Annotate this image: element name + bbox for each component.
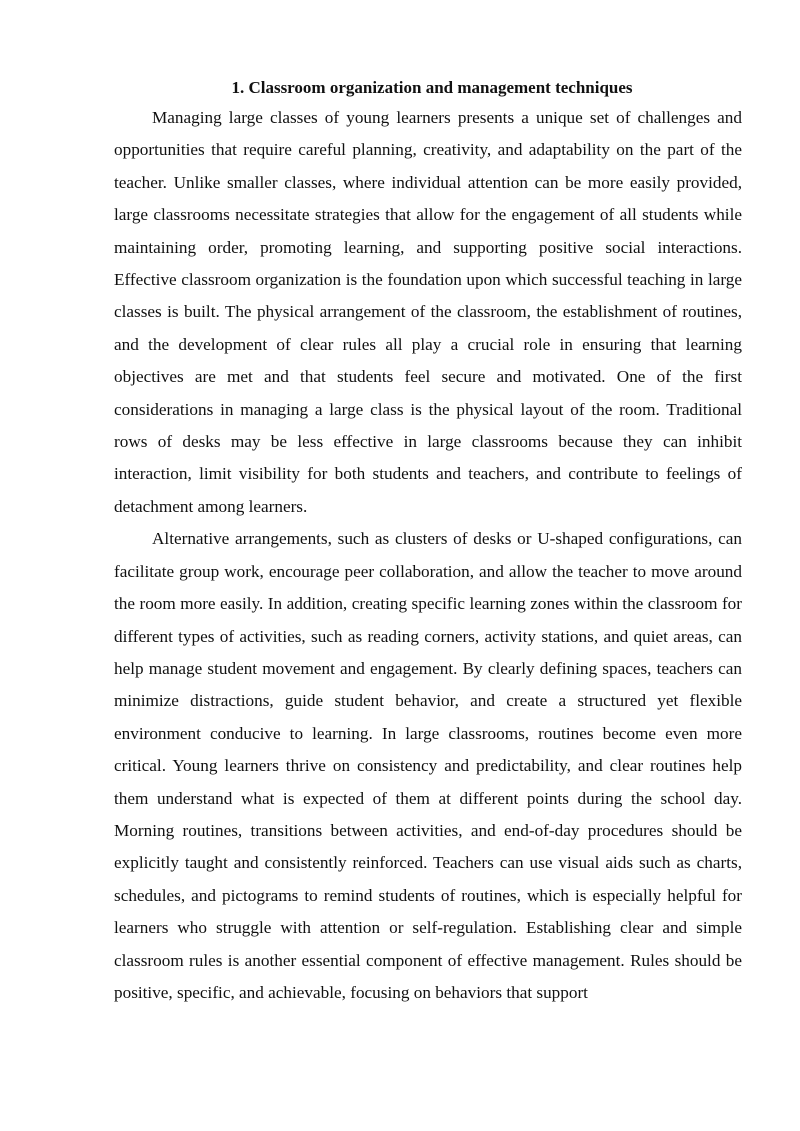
page-content xyxy=(114,73,742,1009)
body-paragraph: Alternative arrangements, such as clusters of desks or U-shaped configurations, can facilitate group work, encourage peer collaboration, and allow the teacher to move around the room more easily. In addition, creating specific learning zones within the classroom for different types of activities, such as reading corners, activity stations, and quiet areas, can help manage student movement and engagement. By clearly defining spaces, teachers can minimize distractions, guide student behavior, and create a structured yet flexible environment conducive to learning. In large classrooms, routines become even more critical. Young learners thrive on consistency and predictability, and clear routines help them understand what is expected of them at different points during the school day. Morning routines, transitions between activities, and end-of-day procedures should be explicitly taught and consistently reinforced. Teachers can use visual aids such as charts, schedules, and pictograms to remind students of routines, which is especially helpful for learners who struggle with attention or self-regulation. Establishing clear and simple classroom rules is another essential component of effective management. Rules should be positive, specific, and achievable, focusing on behaviors that support xyxy=(114,529,742,1002)
body-paragraph: Managing large classes of young learners presents a unique set of challenges and opportunities that require careful planning, creativity, and adaptability on the part of the teacher. Unlike smaller classes, where individual attention can be more easily provided, large classrooms necessitate strategies that allow for the engagement of all students while maintaining order, promoting learning, and supporting positive social interactions. Effective classroom organization is the foundation upon which successful teaching in large classes is built. The physical arrangement of the classroom, the establishment of routines, and the development of clear rules all play a crucial role in ensuring that learning objectives are met and that students feel secure and motivated. One of the first considerations in managing a large class is the physical layout of the room. Traditional rows of desks may be less effective in large classrooms because they can inhibit interaction, limit visibility for both students and teachers, and contribute to feelings of detachment among learners. xyxy=(114,108,742,516)
section-heading: 1. Classroom organization and management techniques xyxy=(231,78,633,97)
